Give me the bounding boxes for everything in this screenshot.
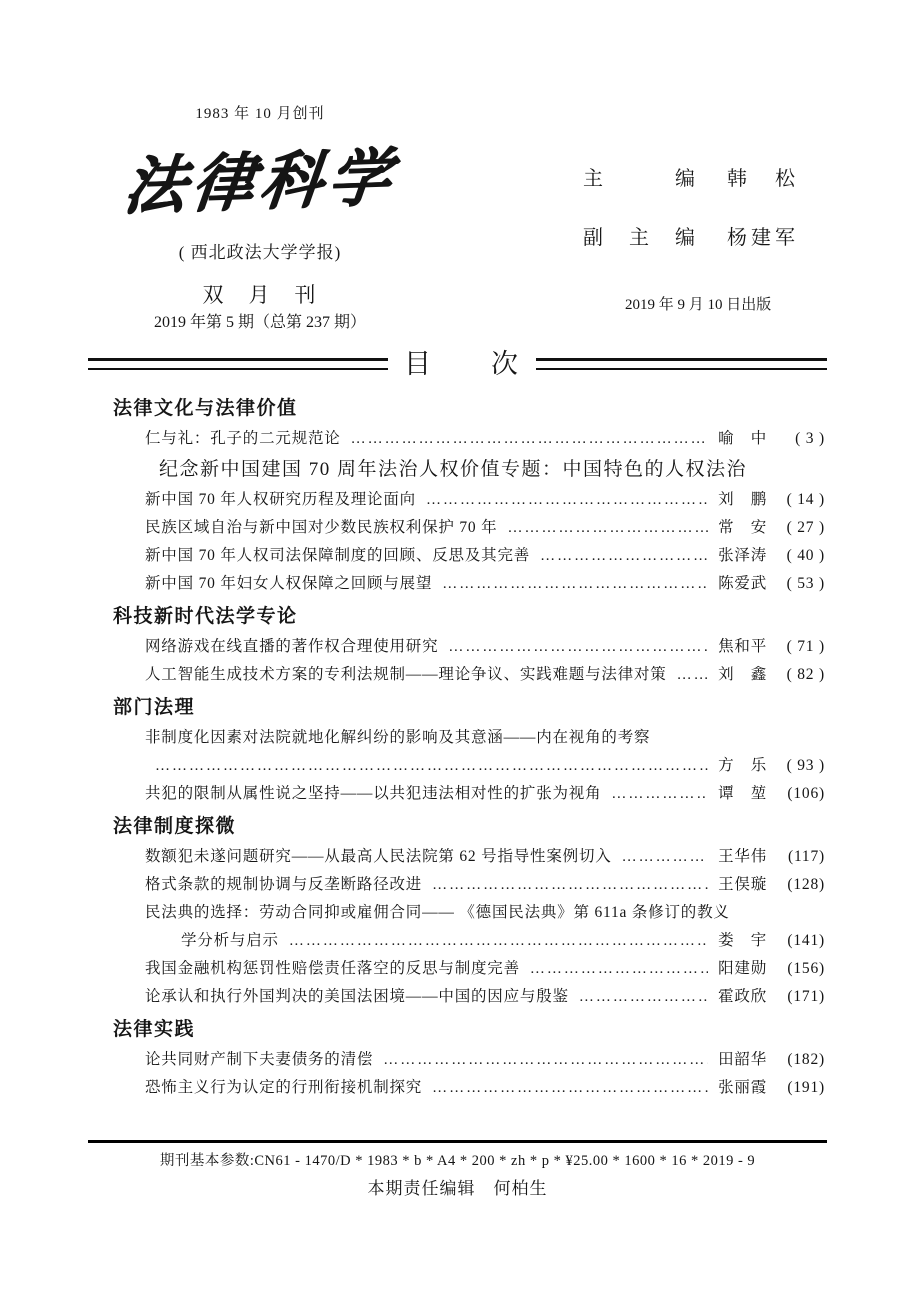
dot-leader xyxy=(448,633,708,661)
journal-logo-calligraphy: 法律科学 xyxy=(120,144,400,222)
entry-author: 娄 宇 xyxy=(718,932,767,949)
dot-leader xyxy=(677,661,708,689)
entry-title: 新中国 70 年妇女人权保障之回顾与展望 xyxy=(145,575,433,592)
toc-entry xyxy=(145,983,825,1011)
band-rule-left xyxy=(88,358,388,370)
toc-section-heading: 科技新时代法学专论 xyxy=(113,606,298,627)
toc-entry xyxy=(145,661,825,689)
entry-title: 非制度化因素对法院就地化解纠纷的影响及其意涵——内在视角的考察 xyxy=(145,729,651,746)
entry-page: ( 71 ) xyxy=(786,638,825,655)
entry-author: 霍政欣 xyxy=(718,988,767,1005)
entry-page: (156) xyxy=(787,960,825,977)
entry-title: 新中国 70 年人权研究历程及理论面向 xyxy=(145,491,416,508)
entry-title: 民族区域自治与新中国对少数民族权利保护 70 年 xyxy=(145,519,498,536)
entry-title: 论共同财产制下夫妻债务的清偿 xyxy=(145,1051,374,1068)
entry-page: ( 93 ) xyxy=(786,757,825,774)
entry-author: 谭 堃 xyxy=(718,785,767,802)
toc-title: 目 次 xyxy=(404,349,520,379)
entry-page: (141) xyxy=(787,932,825,949)
entry-author: 田韶华 xyxy=(718,1051,767,1068)
entry-page: ( 14 ) xyxy=(786,491,825,508)
dot-leader xyxy=(432,871,708,899)
entry-author: 阳建勋 xyxy=(718,960,767,977)
toc-entry xyxy=(145,1074,825,1102)
entry-title: 格式条款的规制协调与反垄断路径改进 xyxy=(145,876,423,893)
toc-entry-title-line xyxy=(145,899,825,927)
entry-page: ( 3 ) xyxy=(795,430,825,447)
dot-leader xyxy=(442,570,708,598)
founded-line: 1983 年 10 月创刊 xyxy=(195,106,325,122)
entry-page: ( 53 ) xyxy=(786,575,825,592)
chief-editor-label: 主 编 xyxy=(583,168,695,190)
entry-author: 刘 鑫 xyxy=(718,666,767,683)
entry-author: 常 安 xyxy=(718,519,767,536)
entry-title: 共犯的限制从属性说之坚持——以共犯违法相对性的扩张为视角 xyxy=(145,785,602,802)
dot-leader xyxy=(432,1074,708,1102)
toc-entry xyxy=(145,955,825,983)
toc-title-band xyxy=(88,349,827,379)
entry-title: 恐怖主义行为认定的行刑衔接机制探究 xyxy=(145,1079,423,1096)
entry-page: (117) xyxy=(788,848,825,865)
toc-entry xyxy=(145,425,825,453)
entry-author: 喻 中 xyxy=(718,430,767,447)
dot-leader xyxy=(540,542,708,570)
entry-page: (182) xyxy=(787,1051,825,1068)
dot-leader xyxy=(426,486,708,514)
publish-date: 2019 年 9 月 10 日出版 xyxy=(625,297,772,313)
entry-title-continuation: 学分析与启示 xyxy=(181,932,279,949)
toc-section-heading: 法律制度探微 xyxy=(113,816,237,837)
entry-author: 张泽涛 xyxy=(718,547,767,564)
entry-title: 数额犯未遂问题研究——从最高人民法院第 62 号指导性案例切入 xyxy=(145,848,612,865)
chief-editor-name: 韩 松 xyxy=(727,168,795,190)
toc-entry xyxy=(145,570,825,598)
footer-rule xyxy=(88,1140,827,1143)
toc-entry xyxy=(145,633,825,661)
entry-author: 焦和平 xyxy=(718,638,767,655)
toc-section-heading: 法律实践 xyxy=(113,1019,196,1040)
entry-title: 新中国 70 年人权司法保障制度的回顾、反思及其完善 xyxy=(145,547,531,564)
masthead-right xyxy=(583,166,795,315)
dot-leader xyxy=(611,780,708,808)
entry-page: (191) xyxy=(787,1079,825,1096)
entry-author: 刘 鹏 xyxy=(718,491,767,508)
dot-leader xyxy=(155,752,708,780)
toc-entry xyxy=(145,843,825,871)
dot-leader xyxy=(289,927,708,955)
toc-list xyxy=(113,390,825,1102)
toc-entry xyxy=(145,514,825,542)
entry-title: 民法典的选择：劳动合同抑或雇佣合同—— 《德国民法典》第 611a 条修订的教义 xyxy=(145,904,730,921)
entry-author: 王俣璇 xyxy=(718,876,767,893)
masthead-left xyxy=(95,105,425,333)
chief-editor-row xyxy=(583,166,795,192)
entry-page: ( 82 ) xyxy=(786,666,825,683)
toc-special-heading: 纪念新中国建国 70 周年法治人权价值专题：中国特色的人权法治 xyxy=(159,459,748,480)
entry-page: (171) xyxy=(787,988,825,1005)
entry-title: 人工智能生成技术方案的专利法规制——理论争议、实践难题与法律对策 xyxy=(145,666,667,683)
deputy-editor-label: 副 主 编 xyxy=(583,227,695,249)
entry-author: 陈爱武 xyxy=(718,575,767,592)
dot-leader xyxy=(383,1046,708,1074)
entry-page: (128) xyxy=(787,876,825,893)
responsible-editor-line: 本期责任编辑 何柏生 xyxy=(367,1179,548,1198)
toc-entry xyxy=(145,780,825,808)
entry-page: ( 40 ) xyxy=(786,547,825,564)
deputy-editor-name: 杨建军 xyxy=(727,227,795,249)
dot-leader xyxy=(351,425,708,453)
dot-leader xyxy=(530,955,708,983)
entry-page: (106) xyxy=(787,785,825,802)
toc-entry xyxy=(145,1046,825,1074)
band-rule-right xyxy=(536,358,827,370)
toc-entry-continuation-line xyxy=(145,927,825,955)
dot-leader xyxy=(579,983,708,1011)
toc-entry xyxy=(145,542,825,570)
entry-author: 王华伟 xyxy=(718,848,767,865)
entry-author: 张丽霞 xyxy=(718,1079,767,1096)
entry-title: 仁与礼：孔子的二元规范论 xyxy=(145,430,341,447)
toc-section-heading: 部门法理 xyxy=(113,697,196,718)
toc-entry xyxy=(145,871,825,899)
dot-leader xyxy=(507,514,708,542)
deputy-editor-row xyxy=(583,225,795,251)
entry-title: 论承认和执行外国判决的美国法困境——中国的因应与殷鉴 xyxy=(145,988,569,1005)
toc-entry-title-line xyxy=(145,724,825,752)
entry-title: 网络游戏在线直播的著作权合理使用研究 xyxy=(145,638,439,655)
entry-title: 我国金融机构惩罚性赔偿责任落空的反思与制度完善 xyxy=(145,960,520,977)
issue-line: 2019 年第 5 期（总第 237 期） xyxy=(153,314,366,331)
journal-subtitle: ( 西北政法大学学报) xyxy=(178,243,342,262)
dot-leader xyxy=(622,843,709,871)
entry-author: 方 乐 xyxy=(718,757,767,774)
toc-entry-leader-line xyxy=(145,752,825,780)
frequency-label: 双 月 刊 xyxy=(202,283,318,307)
journal-basic-params: 期刊基本参数:CN61 - 1470/D * 1983 * b * A4 * 200 * zh * p * ¥25.00 * 1600 * 16 * 2019 - 9 xyxy=(159,1153,756,1169)
toc-section-heading: 法律文化与法律价值 xyxy=(113,398,298,419)
entry-page: ( 27 ) xyxy=(786,519,825,536)
toc-entry xyxy=(145,486,825,514)
